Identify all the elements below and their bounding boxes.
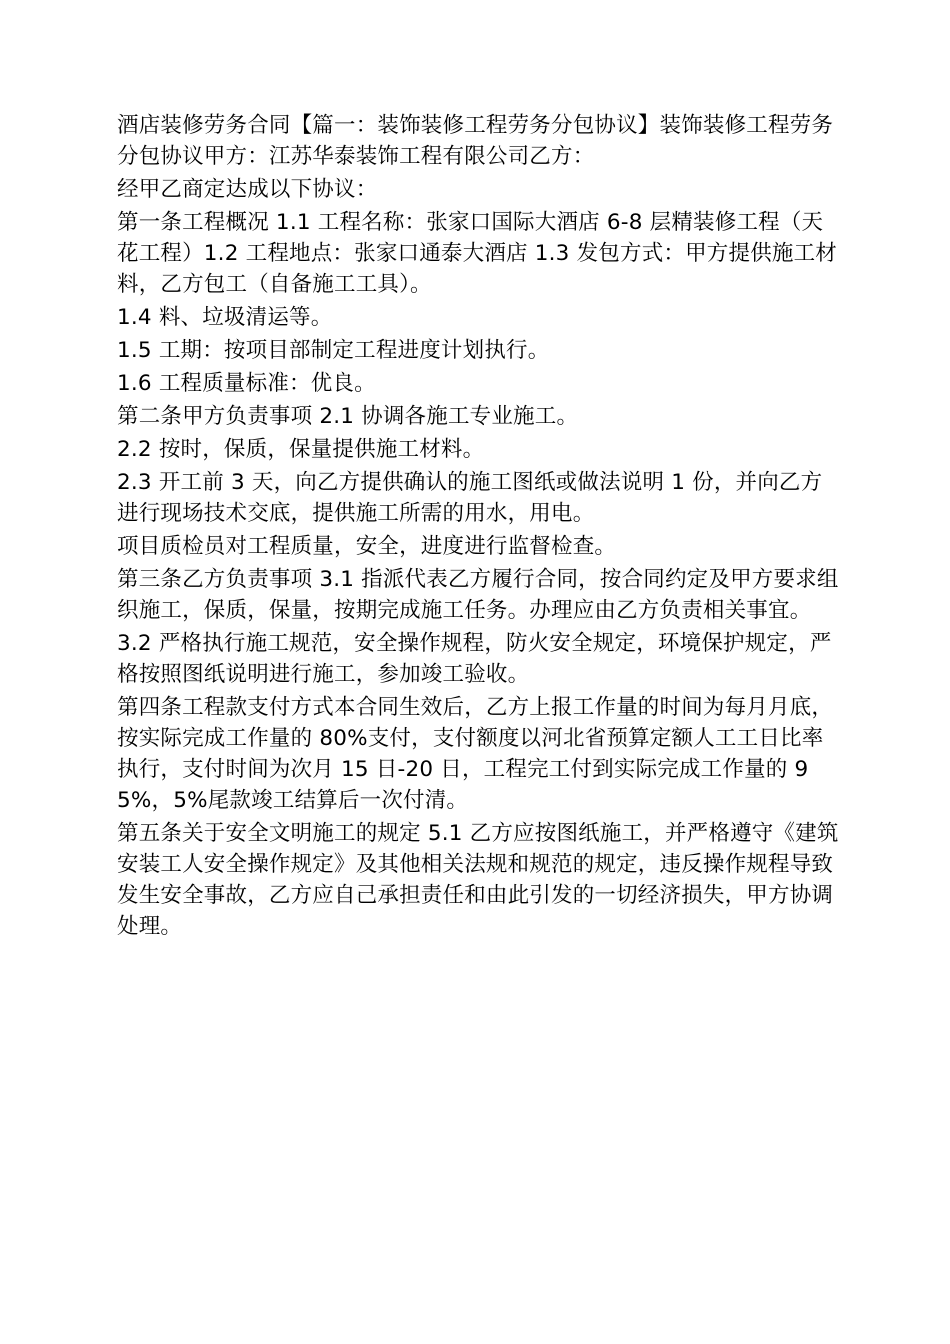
paragraph-1-4: 1.4 料、垃圾清运等。 xyxy=(117,305,333,330)
paragraph-1-5: 1.5 工期：按项目部制定工程进度计划执行。 xyxy=(117,338,550,363)
paragraph-inspection: 项目质检员对工程质量，安全，进度进行监督检查。 xyxy=(117,534,617,559)
paragraph-article-4: 第四条工程款支付方式本合同生效后，乙方上报工作量的时间为每月月底，按实际完成工作量的 80%支付，支付额度以河北省预算定额人工工日比率执行，支付时间为次月 15 日-20 日，工程完工付到实际完成工作量的 95%，5%尾款竣工结算后一次付清。 xyxy=(117,695,834,813)
paragraph-2-3: 2.3 开工前 3 天，向乙方提供确认的施工图纸或做法说明 1 份，并向乙方进行现场技术交底，提供施工所需的用水，用电。 xyxy=(117,470,823,526)
paragraph-agreement: 经甲乙商定达成以下协议： xyxy=(117,177,378,202)
paragraph-3-2: 3.2 严格执行施工规范，安全操作规程，防火安全规定，环境保护规定，严格按照图纸说明进行施工，参加竣工验收。 xyxy=(117,631,832,687)
paragraph-article-2: 第二条甲方负责事项 2.1 协调各施工专业施工。 xyxy=(117,404,579,429)
paragraph-1-6: 1.6 工程质量标准：优良。 xyxy=(117,371,376,396)
paragraph-2-2: 2.2 按时，保质，保量提供施工材料。 xyxy=(117,437,485,462)
paragraph-article-5: 第五条关于安全文明施工的规定 5.1 乙方应按图纸施工，并严格遵守《建筑安装工人安全操作规定》及其他相关法规和规范的规定，违反操作规程导致发生安全事故，乙方应自己承担责任和由此引发的一切经济损失，甲方协调处理。 xyxy=(117,821,839,939)
paragraph-title: 酒店装修劳务合同【篇一：装饰装修工程劳务分包协议】装饰装修工程劳务分包协议甲方：江苏华泰装饰工程有限公司乙方： xyxy=(117,113,834,169)
document-body xyxy=(117,110,839,944)
paragraph-article-3: 第三条乙方负责事项 3.1 指派代表乙方履行合同，按合同约定及甲方要求组织施工，保质，保量，按期完成施工任务。办理应由乙方负责相关事宜。 xyxy=(117,567,839,623)
paragraph-article-1: 第一条工程概况 1.1 工程名称：张家口国际大酒店 6-8 层精装修工程（天花工程）1.2 工程地点：张家口通泰大酒店 1.3 发包方式：甲方提供施工材料，乙方包工（自备施工工具）。 xyxy=(117,210,837,297)
